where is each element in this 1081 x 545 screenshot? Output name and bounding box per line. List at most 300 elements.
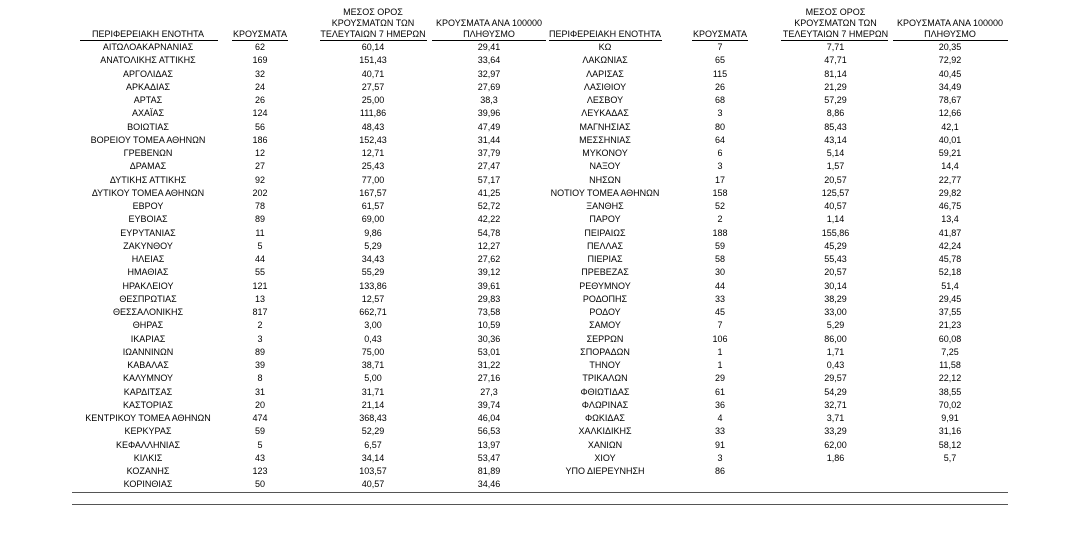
left-cell-avg: 3,00	[364, 320, 382, 331]
right-cell-avg: 33,00	[824, 307, 847, 317]
right-cell-region: ΝΟΤΙΟΥ ΤΟΜΕΑ ΑΘΗΝΩΝ	[550, 187, 660, 198]
right-cell-cases: 33	[714, 293, 725, 304]
left-cell-region: ΑΡΓΟΛΙΔΑΣ	[123, 68, 173, 79]
right-cell-region: ΣΑΜΟΥ	[589, 320, 621, 331]
left-cell-region: ΚΟΖΑΝΗΣ	[126, 466, 170, 476]
table-row	[0, 439, 1081, 452]
table-row	[0, 306, 1081, 319]
left-header-per	[430, 18, 548, 40]
right-cell-avg: 43,14	[824, 134, 847, 145]
left-cell-per: 42,22	[477, 214, 501, 225]
left-cell-region: ΚΟΡΙΝΘΙΑΣ	[123, 479, 173, 490]
right-cell-per: 46,75	[938, 201, 962, 211]
table-row	[0, 227, 1081, 240]
right-cell-cases: 58	[714, 254, 725, 264]
right-cell-per: 9,91	[941, 413, 959, 423]
left-header-avg-line1: ΜΕΣΟΣ ΟΡΟΣ	[343, 7, 403, 17]
right-cell-per: 29,82	[938, 187, 962, 198]
left-cell-per: 52,72	[477, 201, 501, 211]
right-cell-region: ΣΠΟΡΑΔΩΝ	[580, 346, 630, 357]
left-cell-avg: 662,71	[359, 307, 387, 317]
left-cell-per: 46,04	[477, 413, 501, 423]
right-cell-region: ΤΗΝΟΥ	[589, 360, 621, 370]
left-cell-per: 34,46	[477, 479, 501, 490]
left-cell-region: ΚΕΡΚΥΡΑΣ	[124, 426, 172, 437]
left-cell-avg: 0,43	[364, 333, 382, 344]
left-cell-per: 27,16	[477, 373, 501, 384]
left-cell-avg: 40,71	[361, 68, 385, 79]
right-cell-region: ΥΠΟ ΔΙΕΡΕΥΝΗΣΗ	[565, 466, 645, 476]
left-cell-region: ΒΟΙΩΤΙΑΣ	[127, 121, 169, 132]
left-cell-region: ΚΕΦΑΛΛΗΝΙΑΣ	[115, 439, 181, 450]
left-cell-avg: 25,43	[361, 161, 385, 172]
right-cell-per: 51,4	[941, 280, 959, 291]
left-cell-avg: 69,00	[361, 214, 385, 225]
table-row	[0, 293, 1081, 306]
table-row	[0, 280, 1081, 293]
right-cell-cases: 17	[714, 174, 725, 185]
table-row	[0, 121, 1081, 134]
right-cell-per: 11,58	[939, 360, 961, 370]
table-bottom-rule	[72, 504, 1008, 505]
left-cell-cases: 13	[254, 293, 265, 304]
left-cell-per: 27,3	[480, 386, 498, 397]
left-cell-cases: 89	[254, 214, 265, 225]
left-cell-per: 32,97	[477, 68, 501, 79]
left-cell-per: 38,3	[480, 95, 498, 105]
left-cell-per: 29,83	[477, 293, 501, 304]
left-cell-region: ΘΗΡΑΣ	[132, 320, 164, 331]
left-cell-per: 33,64	[477, 55, 501, 66]
right-cell-region: ΠΕΙΡΑΙΩΣ	[584, 227, 626, 238]
right-cell-cases: 158	[712, 187, 728, 198]
left-cell-region: ΚΙΛΚΙΣ	[133, 452, 163, 463]
left-cell-avg: 60,14	[361, 42, 385, 52]
right-cell-region: ΚΩ	[598, 42, 612, 52]
table-row	[0, 187, 1081, 200]
right-cell-cases: 2	[717, 214, 723, 225]
left-cell-per: 37,79	[477, 148, 501, 158]
left-cell-cases: 89	[254, 346, 265, 357]
left-cell-cases: 474	[252, 413, 268, 423]
left-cell-region: ΑΝΑΤΟΛΙΚΗΣ ΑΤΤΙΚΗΣ	[100, 55, 196, 66]
left-cell-avg: 38,71	[361, 360, 385, 370]
right-cell-per: 42,24	[938, 240, 962, 251]
left-cell-cases: 78	[254, 201, 265, 211]
right-cell-region: ΧΑΝΙΩΝ	[587, 439, 623, 450]
left-cell-cases: 32	[254, 68, 265, 79]
left-cell-cases: 26	[254, 95, 265, 105]
left-cell-per: 27,47	[477, 161, 501, 172]
right-cell-cases: 3	[717, 161, 723, 172]
table-row	[0, 68, 1081, 81]
left-cell-region: ΑΡΤΑΣ	[133, 95, 163, 105]
left-header-avg	[318, 7, 428, 40]
right-cell-avg: 30,14	[824, 280, 847, 291]
right-header-per-line2: ΠΛΗΘΥΣΜΟ	[924, 29, 976, 39]
right-cell-avg: 62,00	[824, 439, 847, 450]
left-cell-avg: 151,43	[359, 55, 387, 66]
left-cell-per: 41,25	[477, 187, 501, 198]
left-cell-avg: 27,57	[361, 81, 385, 92]
left-cell-per: 12,27	[477, 240, 501, 251]
right-cell-per: 72,92	[938, 55, 962, 66]
right-cell-region: ΧΑΛΚΙΔΙΚΗΣ	[578, 426, 632, 437]
right-cell-avg: 40,57	[824, 201, 847, 211]
right-cell-avg: 3,71	[826, 413, 845, 423]
left-cell-region: ΔΡΑΜΑΣ	[129, 161, 167, 172]
right-cell-cases: 80	[714, 121, 725, 132]
left-cell-avg: 111,86	[359, 108, 387, 119]
table-row	[0, 94, 1081, 107]
left-cell-cases: 817	[252, 307, 268, 317]
right-cell-cases: 4	[717, 413, 723, 423]
left-cell-per: 31,22	[477, 360, 501, 370]
right-cell-cases: 30	[714, 267, 725, 278]
left-cell-region: ΘΕΣΠΡΩΤΙΑΣ	[119, 293, 177, 304]
left-cell-avg: 34,14	[361, 452, 385, 463]
right-header-avg-line2: ΚΡΟΥΣΜΑΤΩΝ ΤΩΝ	[794, 18, 877, 28]
right-cell-cases: 26	[714, 81, 725, 92]
right-cell-avg: 1,71	[826, 346, 845, 357]
left-cell-region: ΕΒΡΟΥ	[132, 201, 164, 211]
left-cell-per: 53,01	[477, 346, 501, 357]
table-row	[0, 412, 1081, 425]
right-cell-cases: 33	[714, 426, 725, 437]
right-cell-cases: 52	[714, 201, 725, 211]
left-cell-per: 73,58	[477, 307, 501, 317]
left-cell-cases: 12	[254, 148, 265, 158]
left-cell-per: 39,96	[477, 108, 501, 119]
right-cell-region: ΛΕΥΚΑΔΑΣ	[581, 108, 629, 119]
right-cell-region: ΧΙΟΥ	[594, 452, 616, 463]
left-cell-region: ΘΕΣΣΑΛΟΝΙΚΗΣ	[112, 307, 184, 317]
table-row	[0, 107, 1081, 120]
table-row	[0, 134, 1081, 147]
right-cell-per: 14,4	[941, 161, 959, 172]
right-cell-cases: 3	[717, 108, 723, 119]
left-cell-cases: 169	[252, 55, 268, 66]
right-cell-region: ΞΑΝΘΗΣ	[586, 201, 624, 211]
right-cell-avg: 81,14	[824, 68, 847, 79]
left-cell-avg: 55,29	[361, 267, 385, 278]
table-row	[0, 399, 1081, 412]
table-row	[0, 425, 1081, 438]
table-row	[0, 478, 1081, 491]
left-cell-per: 27,69	[477, 81, 501, 92]
right-cell-per: 34,49	[938, 81, 962, 92]
right-header-region: ΠΕΡΙΦΕΡΕΙΑΚΗ ΕΝΟΤΗΤΑ	[548, 29, 662, 39]
right-cell-avg: 1,14	[826, 214, 845, 225]
right-cell-region: ΡΕΘΥΜΝΟΥ	[579, 280, 631, 291]
left-cell-avg: 368,43	[359, 413, 387, 423]
right-cell-avg: 5,14	[826, 148, 845, 158]
right-cell-cases: 61	[714, 386, 725, 397]
table-row	[0, 160, 1081, 173]
left-cell-region: ΙΚΑΡΙΑΣ	[130, 333, 166, 344]
right-cell-per: 41,87	[938, 227, 962, 238]
left-header-avg-line2: ΚΡΟΥΣΜΑΤΩΝ ΤΩΝ	[331, 18, 415, 28]
right-cell-region: ΛΕΣΒΟΥ	[586, 95, 624, 105]
right-cell-per: 70,02	[938, 399, 962, 410]
left-cell-avg: 133,86	[359, 280, 387, 291]
left-cell-avg: 52,29	[361, 426, 385, 437]
left-cell-avg: 103,57	[359, 466, 387, 476]
right-cell-region: ΠΙΕΡΙΑΣ	[587, 254, 623, 264]
table-row	[0, 200, 1081, 213]
right-cell-region: ΛΑΚΩΝΙΑΣ	[582, 55, 628, 66]
left-cell-per: 81,89	[477, 466, 501, 476]
right-cell-region: ΝΗΣΩΝ	[589, 174, 621, 185]
left-cell-avg: 21,14	[361, 399, 385, 410]
right-cell-avg: 86,00	[824, 333, 847, 344]
right-cell-cases: 36	[714, 399, 725, 410]
right-cell-region: ΦΛΩΡΙΝΑΣ	[581, 399, 629, 410]
right-cell-cases: 1	[717, 360, 723, 370]
right-cell-avg: 20,57	[824, 267, 847, 278]
left-cell-avg: 5,29	[364, 240, 382, 251]
right-cell-cases: 3	[717, 452, 723, 463]
right-header-avg	[778, 7, 893, 40]
left-cell-region: ΗΜΑΘΙΑΣ	[127, 267, 169, 278]
table-row	[0, 253, 1081, 266]
left-cell-avg: 40,57	[361, 479, 385, 490]
left-cell-region: ΚΑΡΔΙΤΣΑΣ	[123, 386, 173, 397]
left-cell-cases: 8	[257, 373, 263, 384]
right-cell-avg: 20,57	[824, 174, 847, 185]
right-cell-avg: 125,57	[821, 187, 850, 198]
right-cell-per: 13,4	[941, 214, 959, 225]
table-row	[0, 213, 1081, 226]
table-row	[0, 240, 1081, 253]
right-cell-cases: 91	[714, 439, 725, 450]
table-row	[0, 333, 1081, 346]
left-cell-region: ΔΥΤΙΚΟΥ ΤΟΜΕΑ ΑΘΗΝΩΝ	[91, 187, 205, 198]
right-cell-per: 7,25	[941, 346, 959, 357]
left-cell-region: ΑΡΚΑΔΙΑΣ	[125, 81, 171, 92]
right-cell-region: ΛΑΡΙΣΑΣ	[586, 68, 624, 79]
right-cell-region: ΡΟΔΟΠΗΣ	[582, 293, 628, 304]
left-cell-per: 54,78	[477, 227, 501, 238]
table-row	[0, 147, 1081, 160]
left-cell-per: 39,74	[477, 399, 501, 410]
table-row	[0, 386, 1081, 399]
right-cell-region: ΦΩΚΙΔΑΣ	[585, 413, 625, 423]
left-cell-avg: 25,00	[361, 95, 385, 105]
left-cell-avg: 77,00	[361, 174, 385, 185]
left-cell-cases: 50	[254, 479, 265, 490]
left-cell-region: ΚΕΝΤΡΙΚΟΥ ΤΟΜΕΑ ΑΘΗΝΩΝ	[85, 413, 211, 423]
left-cell-avg: 34,43	[361, 254, 385, 264]
right-cell-avg: 33,29	[824, 426, 847, 437]
left-cell-cases: 92	[254, 174, 265, 185]
right-cell-cases: 29	[714, 373, 725, 384]
right-header-avg-line3: ΤΕΛΕΥΤΑΙΩΝ 7 ΗΜΕΡΩΝ	[782, 29, 889, 39]
left-cell-region: ΔΥΤΙΚΗΣ ΑΤΤΙΚΗΣ	[109, 174, 187, 185]
left-cell-cases: 124	[252, 108, 268, 119]
right-cell-avg: 57,29	[824, 95, 847, 105]
left-cell-cases: 59	[254, 426, 265, 437]
left-cell-cases: 202	[252, 187, 268, 198]
left-cell-avg: 167,57	[359, 187, 387, 198]
right-cell-region: ΠΑΡΟΥ	[589, 214, 621, 225]
right-cell-per: 29,45	[938, 293, 962, 304]
left-cell-region: ΕΥΡΥΤΑΝΙΑΣ	[120, 227, 176, 238]
right-cell-avg: 47,71	[824, 55, 847, 66]
right-cell-avg: 55,43	[824, 254, 847, 264]
right-cell-per: 40,45	[938, 68, 962, 79]
right-header-per-line1: ΚΡΟΥΣΜΑΤΑ ΑΝΑ 100000	[897, 18, 1003, 28]
right-cell-cases: 7	[717, 320, 723, 331]
left-cell-per: 27,62	[477, 254, 501, 264]
left-cell-avg: 61,57	[361, 201, 385, 211]
left-cell-cases: 5	[257, 439, 263, 450]
left-cell-region: ΗΛΕΙΑΣ	[131, 254, 165, 264]
right-cell-cases: 106	[712, 333, 728, 344]
right-cell-avg: 32,71	[824, 399, 847, 410]
left-cell-region: ΓΡΕΒΕΝΩΝ	[123, 148, 173, 158]
left-cell-cases: 3	[257, 333, 263, 344]
right-header-per	[890, 18, 1010, 40]
left-cell-avg: 48,43	[361, 121, 385, 132]
right-cell-per: 20,35	[938, 42, 962, 52]
right-header-avg-line1: ΜΕΣΟΣ ΟΡΟΣ	[805, 7, 866, 17]
left-cell-region: ΒΟΡΕΙΟΥ ΤΟΜΕΑ ΑΘΗΝΩΝ	[90, 134, 206, 145]
left-cell-cases: 5	[257, 240, 263, 251]
right-cell-avg: 21,29	[824, 81, 847, 92]
right-cell-avg: 5,29	[826, 320, 845, 331]
right-cell-cases: 59	[714, 240, 725, 251]
left-cell-avg: 31,71	[361, 386, 385, 397]
left-cell-per: 47,49	[477, 121, 501, 132]
left-cell-cases: 186	[252, 134, 268, 145]
right-cell-avg: 1,86	[826, 452, 845, 463]
left-header-region: ΠΕΡΙΦΕΡΕΙΑΚΗ ΕΝΟΤΗΤΑ	[91, 29, 205, 39]
table-row	[0, 174, 1081, 187]
left-cell-cases: 20	[254, 399, 265, 410]
left-cell-region: ΚΑΒΑΛΑΣ	[127, 360, 169, 370]
left-cell-per: 10,59	[477, 320, 501, 331]
left-cell-region: ΗΡΑΚΛΕΙΟΥ	[122, 280, 174, 291]
right-cell-per: 42,1	[941, 121, 959, 132]
left-cell-per: 39,12	[477, 267, 501, 278]
right-cell-region: ΡΟΔΟΥ	[589, 307, 621, 317]
table-bottom-rule	[72, 492, 1008, 493]
right-cell-cases: 6	[717, 148, 723, 158]
left-cell-avg: 12,71	[361, 148, 385, 158]
left-cell-region: ΚΑΛΥΜΝΟΥ	[122, 373, 174, 384]
right-cell-region: ΜΥΚΟΝΟΥ	[582, 148, 628, 158]
right-header-cases: ΚΡΟΥΣΜΑΤΑ	[693, 29, 747, 39]
right-cell-cases: 188	[712, 227, 728, 238]
table-row	[0, 465, 1081, 478]
left-header-per-line2: ΠΛΗΘΥΣΜΟ	[463, 29, 515, 39]
right-cell-cases: 115	[712, 68, 728, 79]
right-cell-region: ΠΡΕΒΕΖΑΣ	[581, 267, 629, 278]
right-cell-per: 21,23	[938, 320, 962, 331]
right-cell-avg: 85,43	[824, 121, 847, 132]
left-cell-avg: 6,57	[364, 439, 382, 450]
right-cell-cases: 7	[717, 42, 723, 52]
right-cell-region: ΝΑΞΟΥ	[589, 161, 621, 172]
right-cell-avg: 29,57	[824, 373, 847, 384]
left-cell-cases: 121	[252, 280, 268, 291]
right-cell-per: 58,12	[938, 439, 962, 450]
right-cell-cases: 68	[714, 95, 725, 105]
right-cell-per: 22,12	[938, 373, 962, 384]
right-cell-avg: 1,57	[826, 161, 845, 172]
right-cell-per: 38,55	[938, 386, 962, 397]
left-cell-cases: 62	[254, 42, 265, 52]
left-cell-cases: 27	[254, 161, 265, 172]
right-cell-avg: 38,29	[824, 293, 847, 304]
table-row	[0, 372, 1081, 385]
right-cell-cases: 45	[714, 307, 725, 317]
right-cell-cases: 44	[714, 280, 725, 291]
table-row	[0, 319, 1081, 332]
table-row	[0, 41, 1081, 54]
left-cell-per: 57,17	[477, 174, 501, 185]
right-cell-avg: 0,43	[826, 360, 845, 370]
right-cell-per: 22,77	[938, 174, 962, 185]
left-cell-per: 39,61	[477, 280, 501, 291]
right-cell-per: 31,16	[938, 426, 962, 437]
right-cell-per: 59,21	[938, 148, 962, 158]
left-cell-region: ΚΑΣΤΟΡΙΑΣ	[123, 399, 173, 410]
right-cell-per: 12,66	[938, 108, 962, 119]
table-row	[0, 81, 1081, 94]
left-cell-avg: 75,00	[361, 346, 385, 357]
table-row	[0, 452, 1081, 465]
right-cell-per: 52,18	[938, 267, 962, 278]
left-cell-cases: 55	[254, 267, 265, 278]
left-cell-cases: 43	[254, 452, 265, 463]
left-cell-per: 29,41	[477, 42, 501, 52]
right-cell-region: ΠΕΛΛΑΣ	[586, 240, 624, 251]
left-cell-cases: 123	[252, 466, 268, 476]
right-cell-per: 45,78	[938, 254, 962, 264]
left-cell-per: 13,97	[477, 439, 501, 450]
right-cell-region: ΜΑΓΝΗΣΙΑΣ	[579, 121, 631, 132]
left-cell-cases: 44	[254, 254, 265, 264]
left-cell-avg: 9,86	[364, 227, 382, 238]
left-cell-cases: 24	[254, 81, 265, 92]
left-header-avg-line3: ΤΕΛΕΥΤΑΙΩΝ 7 ΗΜΕΡΩΝ	[320, 29, 426, 39]
left-cell-region: ΑΙΤΩΛΟΑΚΑΡΝΑΝΙΑΣ	[102, 42, 194, 52]
left-cell-region: ΕΥΒΟΙΑΣ	[128, 214, 168, 225]
left-header-per-line1: ΚΡΟΥΣΜΑΤΑ ΑΝΑ 100000	[436, 18, 542, 28]
table-row	[0, 54, 1081, 67]
right-cell-per: 40,01	[938, 134, 962, 145]
left-header-cases: ΚΡΟΥΣΜΑΤΑ	[233, 29, 287, 39]
right-cell-region: ΣΕΡΡΩΝ	[586, 333, 624, 344]
left-cell-avg: 12,57	[361, 293, 385, 304]
left-cell-region: ΖΑΚΥΝΘΟΥ	[123, 240, 173, 251]
right-cell-region: ΤΡΙΚΑΛΩΝ	[582, 373, 628, 384]
right-cell-cases: 86	[714, 466, 725, 476]
table-row	[0, 359, 1081, 372]
right-cell-per: 5,7	[943, 452, 957, 463]
left-cell-avg: 152,43	[359, 134, 387, 145]
left-cell-region: ΙΩΑΝΝΙΝΩΝ	[122, 346, 174, 357]
left-cell-cases: 11	[255, 227, 265, 238]
right-cell-cases: 1	[717, 346, 723, 357]
left-cell-cases: 56	[254, 121, 265, 132]
right-cell-avg: 45,29	[824, 240, 847, 251]
right-cell-region: ΜΕΣΣΗΝΙΑΣ	[579, 134, 631, 145]
table-row	[0, 266, 1081, 279]
right-cell-per: 60,08	[938, 333, 962, 344]
